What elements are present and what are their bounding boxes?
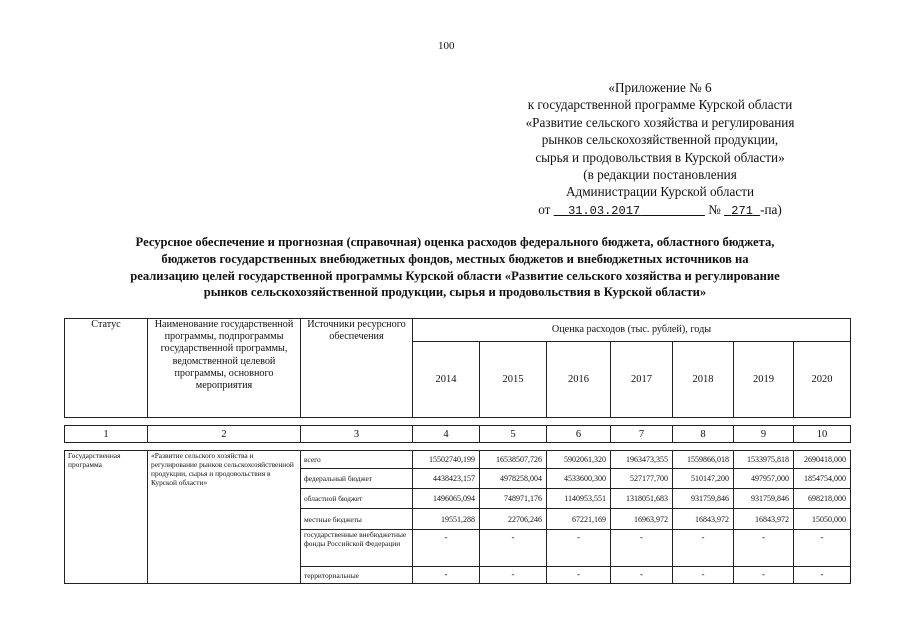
column-number: 2 <box>148 426 301 443</box>
value-cell: - <box>547 567 611 584</box>
column-number: 8 <box>673 426 734 443</box>
value-cell: - <box>673 530 734 567</box>
header-year: 2014 <box>413 342 480 418</box>
value-cell: 1963473,355 <box>611 451 673 469</box>
value-cell: 1854754,000 <box>794 469 851 489</box>
header-year: 2017 <box>611 342 673 418</box>
value-cell: - <box>611 530 673 567</box>
title-line: рынков сельскохозяйственной продукции, сырья и продовольствия в Курской области» <box>203 285 707 300</box>
date-prefix: от <box>538 201 551 217</box>
header-source: Источники ресурсного обеспечения <box>301 319 413 418</box>
value-cell: 748971,176 <box>480 489 547 509</box>
value-cell: - <box>611 567 673 584</box>
value-cell: 67221,169 <box>547 509 611 530</box>
column-number: 9 <box>734 426 794 443</box>
column-number: 4 <box>413 426 480 443</box>
value-cell: 22706,246 <box>480 509 547 530</box>
source-cell: федеральный бюджет <box>301 469 413 489</box>
value-cell: 19551,288 <box>413 509 480 530</box>
value-cell: - <box>547 530 611 567</box>
title-line: бюджетов государственных внебюджетных фондов, местных бюджетов и внебюджетных источников на <box>161 251 749 266</box>
column-number: 10 <box>794 426 851 443</box>
appendix-line: к государственной программе Курской области <box>527 97 793 113</box>
column-number-row <box>65 426 851 443</box>
value-cell: 698218,000 <box>794 489 851 509</box>
value-cell: 1140953,551 <box>547 489 611 509</box>
value-cell: 16963,972 <box>611 509 673 530</box>
column-number: 3 <box>301 426 413 443</box>
column-number: 5 <box>480 426 547 443</box>
value-cell: 2690418,000 <box>794 451 851 469</box>
appendix-line: Администрации Курской области <box>565 184 755 200</box>
value-cell: 15502740,199 <box>413 451 480 469</box>
status-cell: Государственная программа <box>65 451 148 584</box>
value-cell: - <box>480 567 547 584</box>
value-cell: - <box>480 530 547 567</box>
resource-table <box>64 318 851 584</box>
table-gap <box>65 418 851 426</box>
source-cell: всего <box>301 451 413 469</box>
value-cell: 4978258,004 <box>480 469 547 489</box>
value-cell: 15050,000 <box>794 509 851 530</box>
value-cell: 4533600,300 <box>547 469 611 489</box>
source-cell: территориальные <box>301 567 413 584</box>
column-number: 6 <box>547 426 611 443</box>
value-cell: 1496065,094 <box>413 489 480 509</box>
header-status: Статус <box>65 319 148 418</box>
appendix-line: (в редакции постановления <box>583 167 737 183</box>
column-number: 7 <box>611 426 673 443</box>
header-year: 2018 <box>673 342 734 418</box>
header-year: 2020 <box>794 342 851 418</box>
title-line: реализацию целей государственной программы Курской области «Развитие сельского хозяйства и регулирование <box>130 268 780 283</box>
value-cell: 5902061,320 <box>547 451 611 469</box>
table-row <box>65 451 851 469</box>
value-cell: 510147,200 <box>673 469 734 489</box>
table-gap <box>65 443 851 451</box>
header-name: Наименование государственной программы, подпрограммы государственной программы, ведомственной целевой программы, основного мероприятия <box>148 319 301 418</box>
header-year: 2015 <box>480 342 547 418</box>
appendix-line: сырья и продовольствия в Курской области» <box>535 149 785 165</box>
value-cell: - <box>673 567 734 584</box>
header-year: 2019 <box>734 342 794 418</box>
value-cell: 1559866,018 <box>673 451 734 469</box>
source-cell: государственные внебюджетные фонды Российской Федерации <box>301 530 413 567</box>
value-cell: 931759,846 <box>673 489 734 509</box>
appendix-block <box>490 79 830 220</box>
value-cell: 4438423,157 <box>413 469 480 489</box>
value-cell: - <box>794 567 851 584</box>
value-cell: - <box>413 530 480 567</box>
document-title <box>55 234 855 301</box>
value-cell: - <box>794 530 851 567</box>
value-cell: - <box>734 530 794 567</box>
resolution-number: 271 <box>731 203 753 218</box>
value-cell: - <box>734 567 794 584</box>
number-suffix: -па) <box>760 201 782 217</box>
value-cell: 16843,972 <box>734 509 794 530</box>
value-cell: 16843,972 <box>673 509 734 530</box>
appendix-line: «Развитие сельского хозяйства и регулирования <box>525 114 795 130</box>
header-estimate: Оценка расходов (тыс. рублей), годы <box>413 319 851 342</box>
value-cell: 527177,700 <box>611 469 673 489</box>
header-year: 2016 <box>547 342 611 418</box>
value-cell: 1318051,683 <box>611 489 673 509</box>
program-name-cell: «Развитие сельского хозяйства и регулирование рынков сельскохозяйственной продукции, сырья и продовольствия в Курской области» <box>148 451 301 584</box>
value-cell: 16538507,726 <box>480 451 547 469</box>
value-cell: - <box>413 567 480 584</box>
appendix-line: рынков сельскохозяйственной продукции, <box>541 132 779 148</box>
value-cell: 931759,846 <box>734 489 794 509</box>
source-cell: местные бюджеты <box>301 509 413 530</box>
resolution-date: 31.03.2017 <box>568 203 641 218</box>
value-cell: 1533975,818 <box>734 451 794 469</box>
title-line: Ресурсное обеспечение и прогнозная (справочная) оценка расходов федерального бюджета, областного бюджета, <box>135 235 775 249</box>
page-number: 100 <box>438 40 455 52</box>
appendix-line: «Приложение № 6 <box>608 80 712 95</box>
column-number: 1 <box>65 426 148 443</box>
number-prefix: № <box>708 201 721 217</box>
value-cell: 497957,000 <box>734 469 794 489</box>
appendix-date-line <box>490 201 830 220</box>
source-cell: областной бюджет <box>301 489 413 509</box>
